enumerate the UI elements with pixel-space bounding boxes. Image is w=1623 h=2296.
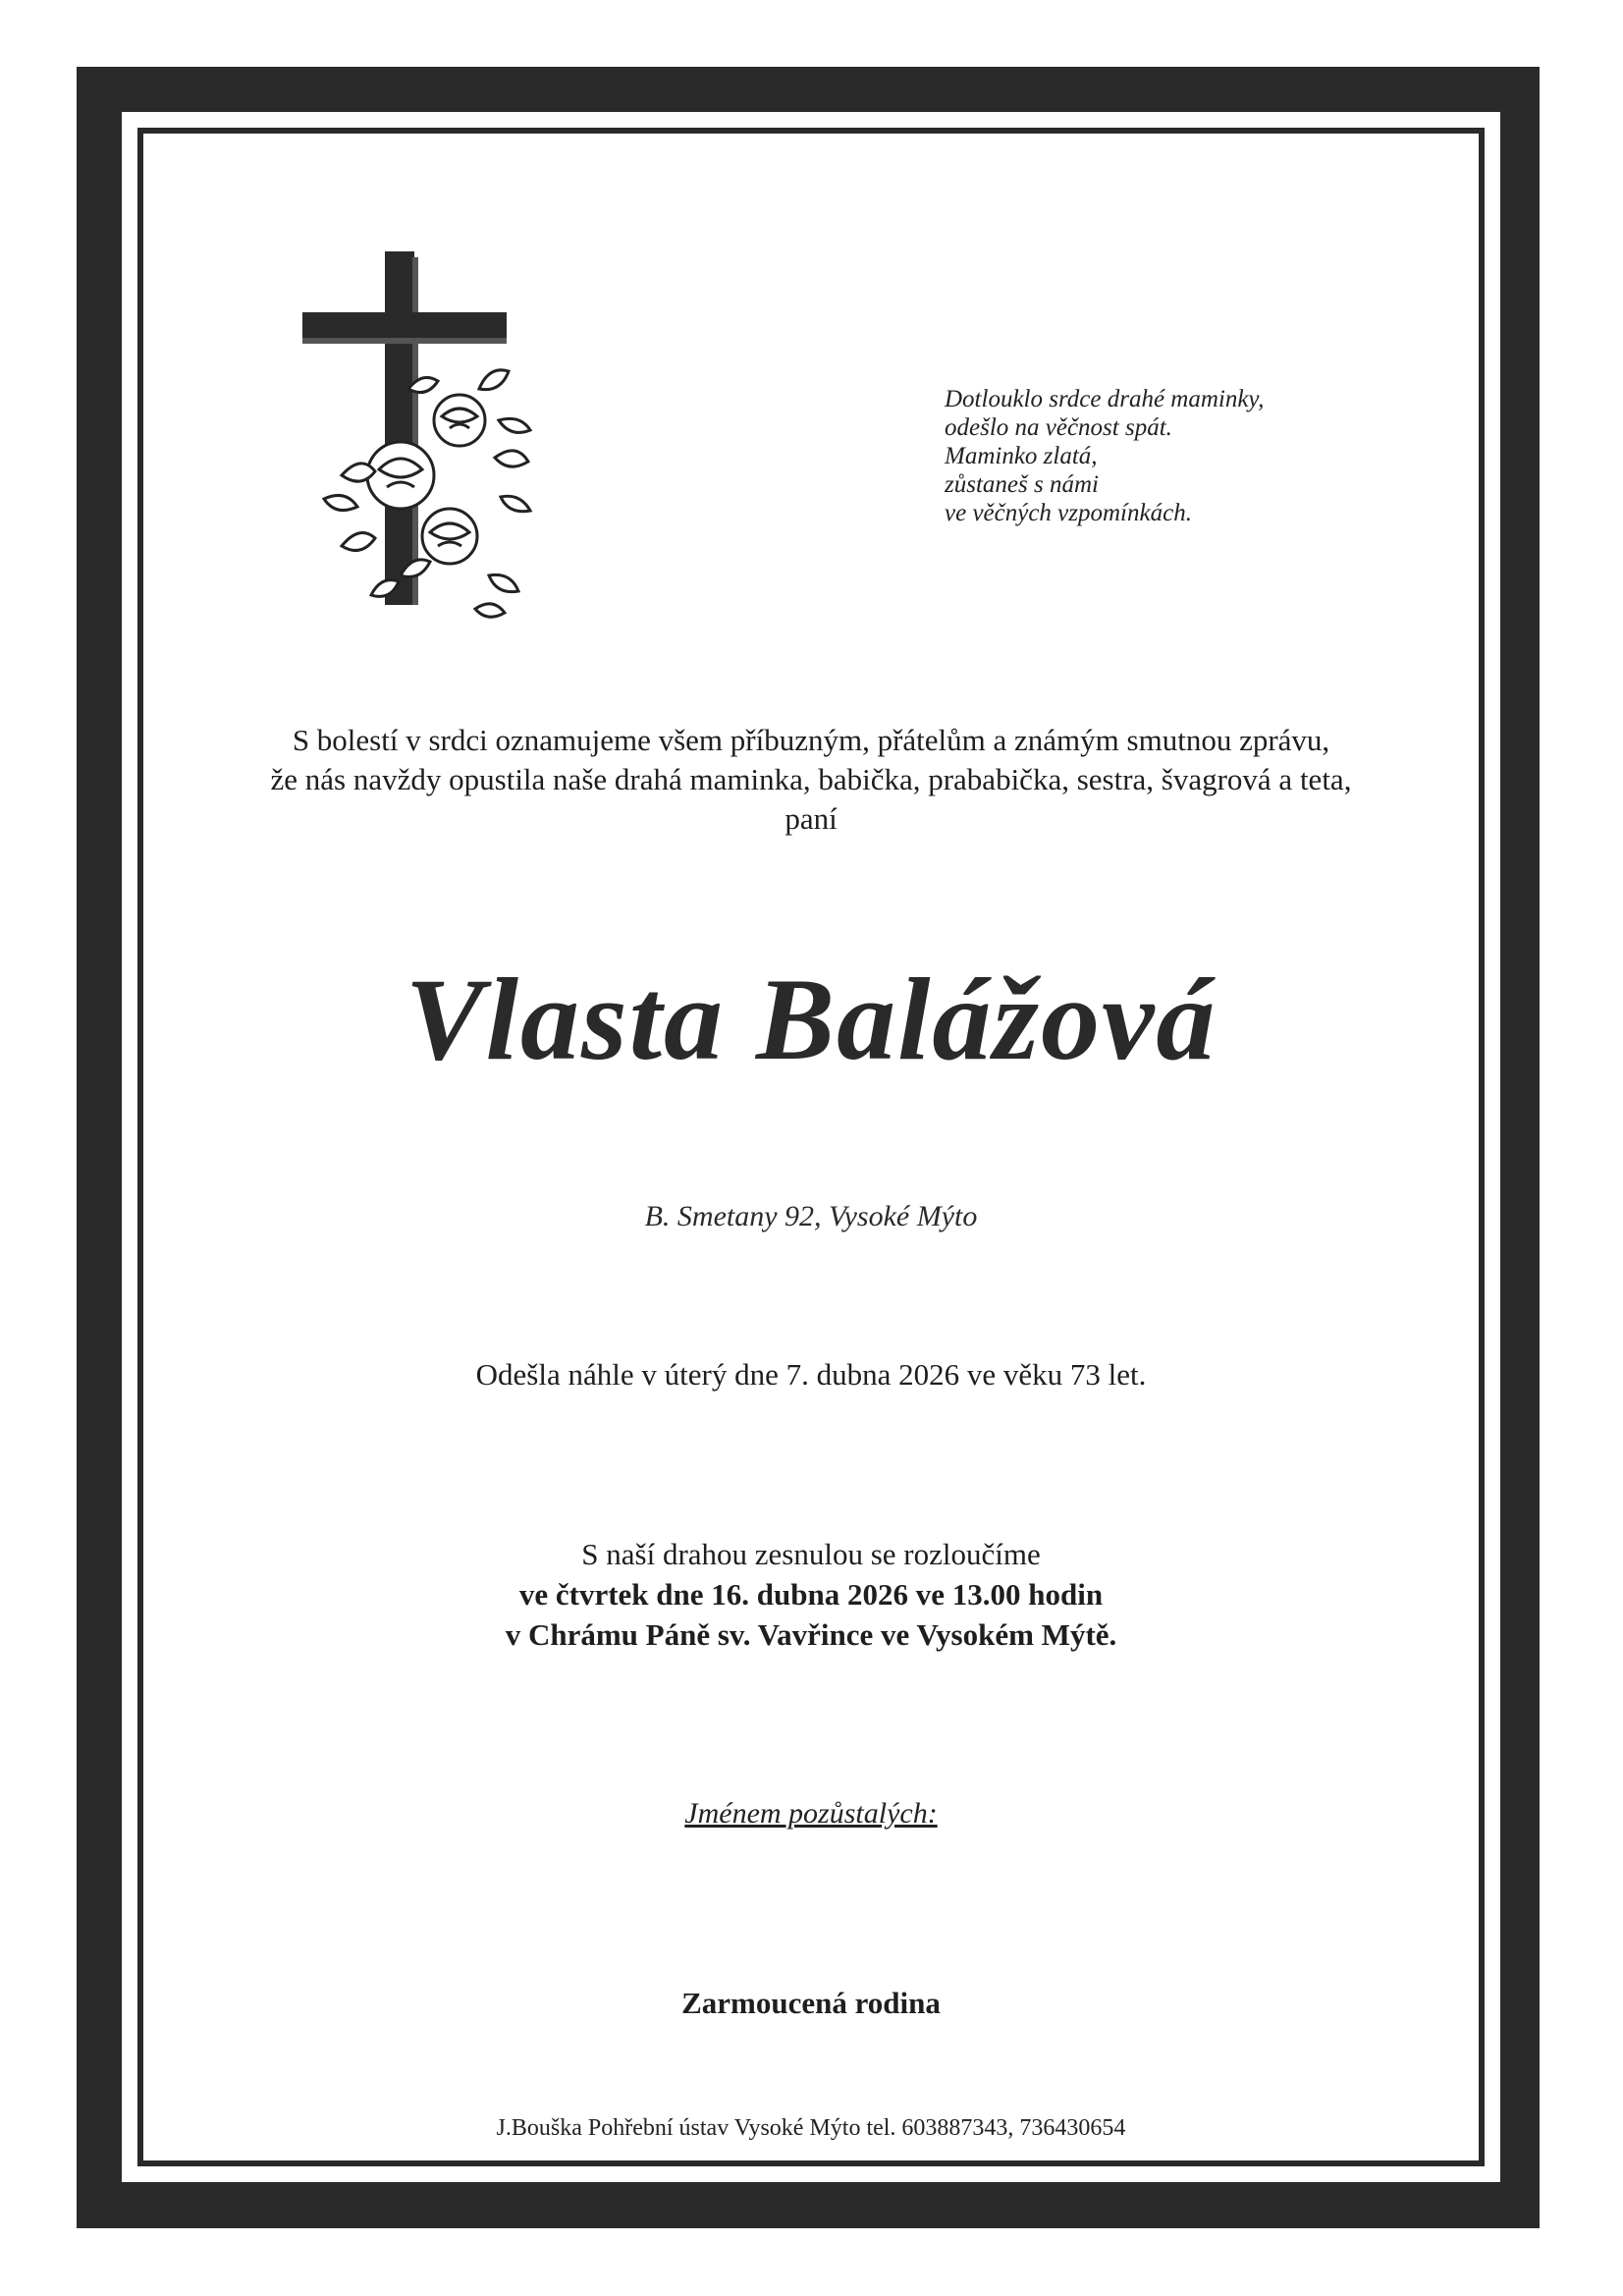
announcement-line: že nás navždy opustila naše drahá maminka, babička, prababička, sestra, švagrová a teta, — [270, 762, 1352, 796]
family-signature: Zarmoucená rodina — [681, 1986, 941, 2020]
on-behalf-label: Jménem pozůstalých: — [684, 1797, 938, 1830]
deceased-address: B. Smetany 92, Vysoké Mýto — [644, 1200, 978, 1232]
announcement-line: paní — [784, 801, 838, 836]
obituary-content — [137, 128, 1485, 2166]
announcement — [137, 721, 1485, 839]
farewell-date-time: ve čtvrtek dne 16. dubna 2026 ve 13.00 hodin — [518, 1577, 1104, 1612]
motto-line: Dotlouklo srdce drahé maminky, — [945, 386, 1265, 412]
death-notice: Odešla náhle v úterý dne 7. dubna 2026 ve věku 73 let. — [475, 1357, 1147, 1392]
motto-line: ve věčných vzpomínkách. — [945, 500, 1192, 526]
cross-with-roses-art — [302, 251, 538, 634]
motto-line: zůstaneš s námi — [945, 471, 1099, 498]
farewell-place: v Chrámu Páně sv. Vavřince ve Vysokém Mýtě. — [505, 1617, 1117, 1652]
deceased-name: Vlasta Balážová — [405, 954, 1217, 1084]
motto-verse — [945, 385, 1357, 527]
farewell-details — [137, 1534, 1485, 1655]
motto-line: odešlo na věčnost spát. — [945, 414, 1172, 441]
motto-line: Maminko zlatá, — [945, 443, 1098, 469]
funeral-home-footer: J.Bouška Pohřební ústav Vysoké Mýto tel. 603887343, 736430654 — [496, 2115, 1126, 2141]
farewell-intro: S naší drahou zesnulou se rozloučíme — [581, 1537, 1041, 1571]
announcement-line: S bolestí v srdci oznamujeme všem příbuzným, přátelům a známým smutnou zprávu, — [292, 723, 1330, 757]
roses-icon — [324, 370, 530, 617]
